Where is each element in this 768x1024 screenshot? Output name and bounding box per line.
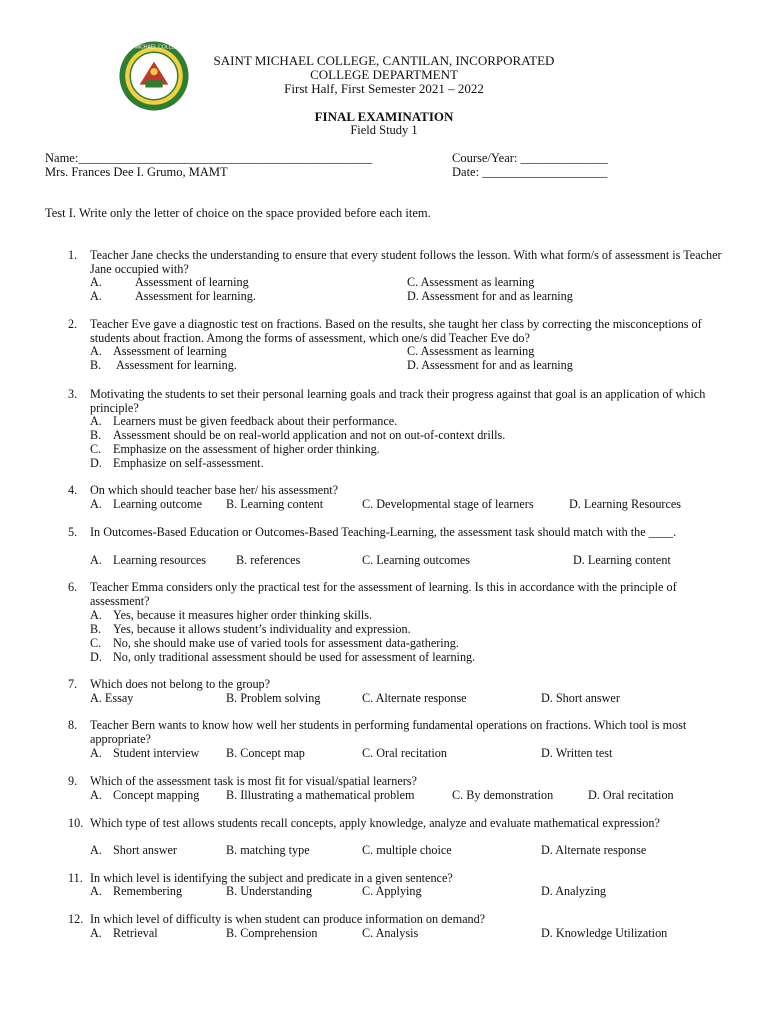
option: D. Learning content [573,553,671,567]
option: D. Emphasize on self-assessment. [90,456,264,470]
term-label: First Half, First Semester 2021 – 2022 [284,81,484,96]
option: D. Assessment for and as learning [407,289,573,303]
question-number: 8. [68,718,78,732]
option: B. Problem solving [226,691,321,705]
option: B. matching type [226,843,310,857]
option: B. Learning content [226,497,324,511]
test-instruction: Test I. Write only the letter of choice on the space provided before each item. [45,206,431,220]
question-stem: Which of the assessment task is most fit for visual/spatial learners? [90,774,417,788]
option: B. Assessment for learning. [90,358,237,372]
department-name: COLLEGE DEPARTMENT [310,67,458,82]
question-number: 3. [68,387,78,401]
option: A. Yes, because it measures higher order thinking skills. [90,608,373,622]
option: A. Student interview [90,746,200,760]
question-number: 2. [68,317,78,331]
question-number: 4. [68,483,78,497]
option: B. Assessment should be on real-world application and not on out-of-context drills. [90,428,506,442]
question-stem: In Outcomes-Based Education or Outcomes-Based Teaching-Learning, the assessment task should match with the ____. [90,525,677,539]
option: B. Comprehension [226,926,318,940]
option: D. Short answer [541,691,620,705]
question-number: 10. [68,816,84,830]
option: D. Learning Resources [569,497,682,511]
exam-title: FINAL EXAMINATION [314,109,454,124]
option: A. Short answer [90,843,177,857]
option: C. Learning outcomes [362,553,470,567]
option: A. Assessment of learning [90,275,249,289]
option: C. Developmental stage of learners [362,497,534,511]
option: B. Understanding [226,884,312,898]
question-stem: Motivating the students to set their personal learning goals and track their progress against that goal is an application of which principle? [90,387,706,415]
option: A. Essay [90,691,134,705]
option: B. Yes, because it allows student’s individuality and expression. [90,622,411,636]
option: D. Assessment for and as learning [407,358,573,372]
option: A. Learners must be given feedback about their performance. [90,414,398,428]
option: D. Analyzing [541,884,607,898]
school-name: SAINT MICHAEL COLLEGE, CANTILAN, INCORPORATED [213,53,555,68]
option: A. Learning resources [90,553,207,567]
question-stem: Teacher Emma considers only the practical test for the assessment of learning. Is this in accordance with the principle of assessment? [90,580,677,608]
course-year-field: Course/Year: ______________ [452,151,609,165]
option: D. Oral recitation [588,788,674,802]
date-field: Date: ____________________ [452,165,608,179]
option: C. Emphasize on the assessment of higher order thinking. [90,442,380,456]
question-stem: Teacher Jane checks the understanding to ensure that every student follows the lesson. With what form/s of assessment is Teacher Jane occupied with? [90,248,722,276]
option: A. Assessment of learning [90,344,227,358]
question-number: 7. [68,677,78,691]
option: B. references [236,553,301,567]
option: A. Learning outcome [90,497,203,511]
question-stem: Which does not belong to the group? [90,677,271,691]
logo-text: ST. MICHAEL COLLEGE [125,44,183,51]
option: C. Assessment as learning [407,275,535,289]
option: D. No, only traditional assessment should be used for assessment of learning. [90,650,476,664]
question-number: 5. [68,525,78,539]
question-stem: In which level of difficulty is when student can produce information on demand? [90,912,486,926]
option: D. Alternate response [541,843,647,857]
option: B. Illustrating a mathematical problem [226,788,415,802]
question-stem: Teacher Eve gave a diagnostic test on fractions. Based on the results, she taught her class by correcting the misconceptions of students about fraction. Among the forms of assessment, which one/s did Teacher Eve do? [90,317,702,345]
option: A. Retrieval [90,926,158,940]
question-stem: Teacher Bern wants to know how well her students in performing fundamental operations on fractions. Which tool is most appropriate? [90,718,687,746]
question-number: 12. [68,912,84,926]
option: C. No, she should make use of varied tools for assessment data-gathering. [90,636,459,650]
option: C. Oral recitation [362,746,447,760]
option: C. multiple choice [362,843,452,857]
question-number: 11. [68,871,83,885]
teacher-name: Mrs. Frances Dee I. Grumo, MAMT [45,165,228,179]
option: D. Written test [541,746,613,760]
option: C. By demonstration [452,788,554,802]
option: C. Alternate response [362,691,467,705]
question-number: 1. [68,248,78,262]
name-field: Name:_______________________________________________ [45,151,373,165]
option: A. Assessment for learning. [90,289,256,303]
option: A. Remembering [90,884,183,898]
question-stem: Which type of test allows students recall concepts, apply knowledge, analyze and evaluate mathematical expression? [90,816,660,830]
option: A. Concept mapping [90,788,200,802]
option: B. Concept map [226,746,305,760]
question-number: 9. [68,774,78,788]
option: D. Knowledge Utilization [541,926,668,940]
option: C. Analysis [362,926,419,940]
option: C. Applying [362,884,422,898]
question-stem: On which should teacher base her/ his assessment? [90,483,339,497]
question-number: 6. [68,580,78,594]
option: C. Assessment as learning [407,344,535,358]
question-stem: In which level is identifying the subject and predicate in a given sentence? [90,871,453,885]
subject-title: Field Study 1 [350,123,418,137]
